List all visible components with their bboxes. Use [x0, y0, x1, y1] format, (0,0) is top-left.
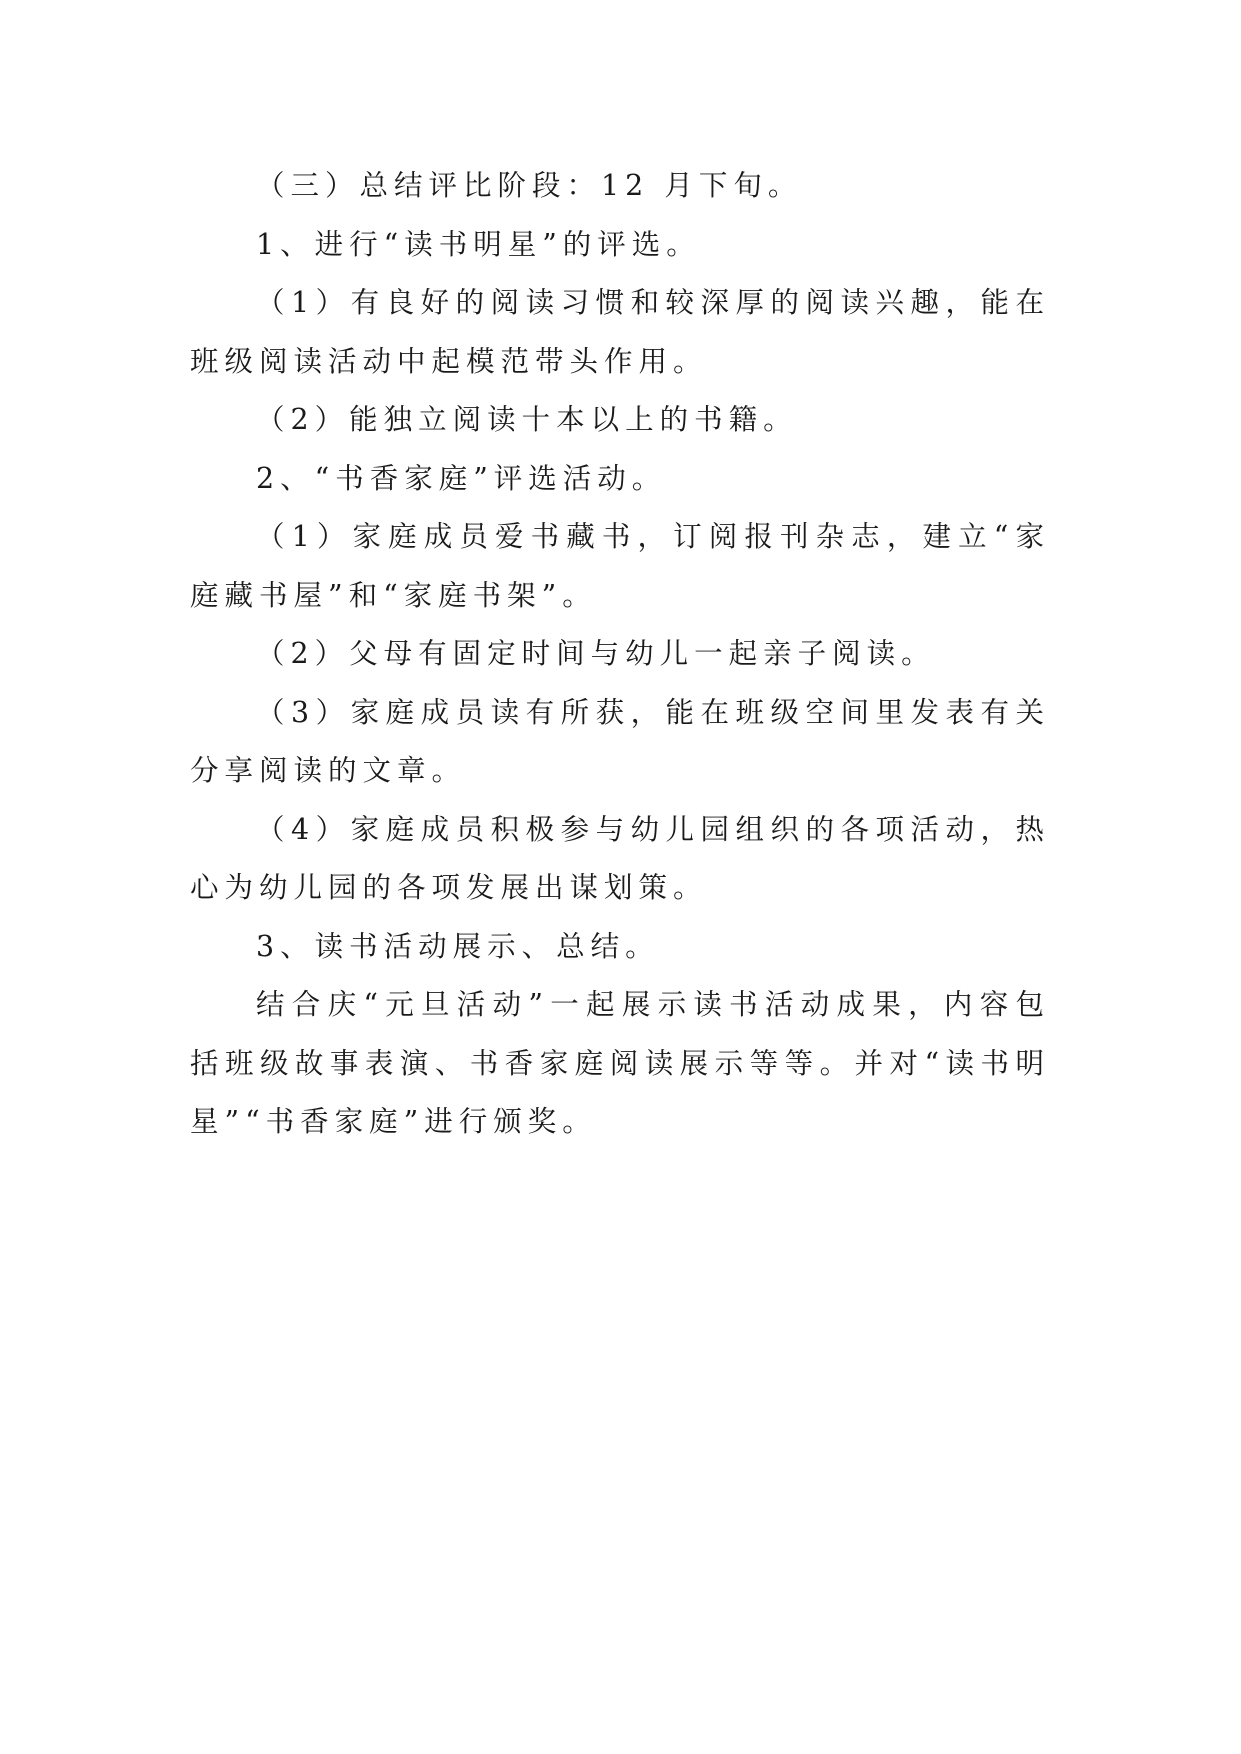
- paragraph-family-criterion-4: （4）家庭成员积极参与幼儿园组织的各项活动，热心为幼儿园的各项发展出谋划策。: [190, 812, 1050, 904]
- paragraph-family-criterion-2: （2）父母有固定时间与幼儿一起亲子阅读。: [256, 637, 936, 670]
- document-body: [190, 157, 1050, 1152]
- paragraph-stage-heading: （三）总结评比阶段：12 月下旬。: [256, 169, 803, 202]
- paragraph-reading-star-criterion-2: （2）能独立阅读十本以上的书籍。: [256, 403, 798, 436]
- paragraph-scholarly-family: 2、“书香家庭”评选活动。: [256, 461, 667, 495]
- paragraph-family-criterion-1: （1）家庭成员爱书藏书，订阅报刊杂志，建立“家庭藏书屋”和“家庭书架”。: [190, 520, 1050, 612]
- paragraph-showcase-details: 结合庆“元旦活动”一起展示读书活动成果，内容包括班级故事表演、书香家庭阅读展示等等。并对“读书明星”“书香家庭”进行颁奖。: [190, 988, 1050, 1138]
- paragraph-reading-star: 1、进行“读书明星”的评选。: [256, 227, 701, 261]
- paragraph-family-criterion-3: （3）家庭成员读有所获，能在班级空间里发表有关分享阅读的文章。: [190, 695, 1050, 787]
- paragraph-reading-star-criterion-1: （1）有良好的阅读习惯和较深厚的阅读兴趣，能在班级阅读活动中起模范带头作用。: [190, 286, 1050, 378]
- paragraph-showcase-summary: 3、读书活动展示、总结。: [256, 929, 660, 963]
